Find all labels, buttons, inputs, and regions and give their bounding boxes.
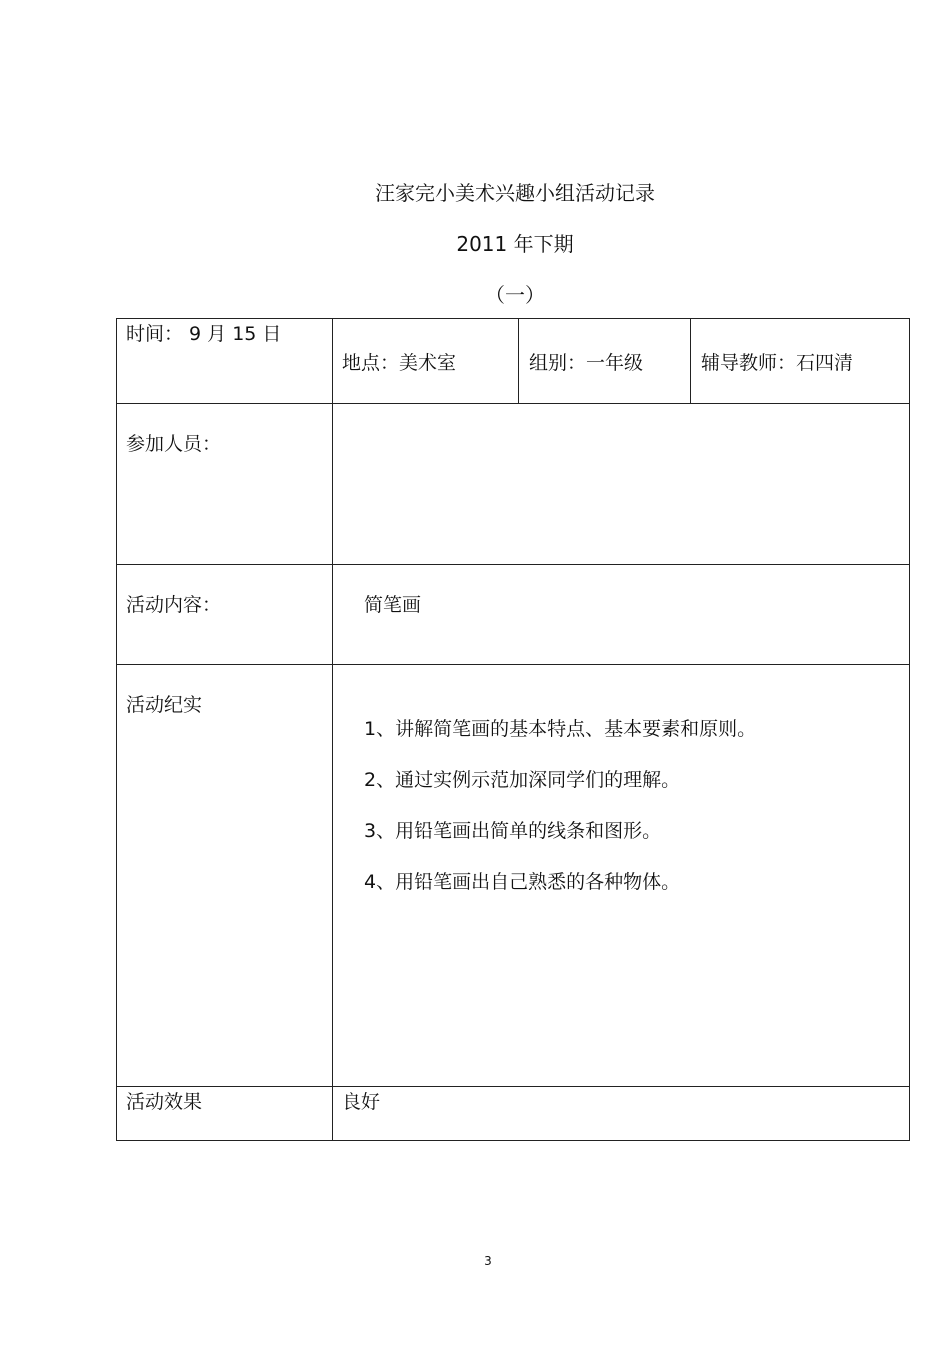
participants-label-cell (117, 404, 333, 565)
record-item: 4、用铅笔画出自己熟悉的各种物体。 (364, 871, 681, 893)
time-cell (117, 319, 333, 404)
record-row (117, 665, 910, 1087)
document-period: 2011 年下期 (456, 232, 574, 256)
effect-label-cell (117, 1087, 333, 1141)
effect-value-cell (333, 1087, 910, 1141)
document-title: 汪家完小美术兴趣小组活动记录 (375, 181, 655, 205)
content-value: 简笔画 (364, 594, 422, 616)
participants-label: 参加人员： (126, 433, 222, 455)
document-index: （一） (485, 283, 545, 307)
teacher-cell (691, 319, 909, 403)
record-value-cell (333, 665, 910, 1087)
activity-record-table (116, 318, 910, 1141)
effect-label: 活动效果 (126, 1091, 203, 1113)
content-label-cell (117, 565, 333, 665)
header-row (117, 319, 910, 404)
page-number: 3 (484, 1254, 492, 1268)
group-cell (519, 319, 691, 403)
record-list (333, 665, 909, 921)
record-label-cell (117, 665, 333, 1087)
content-value-cell (333, 565, 910, 665)
record-label: 活动纪实 (126, 694, 203, 716)
effect-row (117, 1087, 910, 1141)
participants-row (117, 404, 910, 565)
record-item: 2、通过实例示范加深同学们的理解。 (364, 769, 681, 791)
info-split-cell (333, 319, 910, 404)
participants-value-cell (333, 404, 910, 565)
content-label: 活动内容： (126, 594, 222, 616)
record-item: 3、用铅笔画出简单的线条和图形。 (364, 820, 662, 842)
teacher-text: 辅导教师：石四清 (701, 351, 854, 374)
place-text: 地点：美术室 (342, 351, 457, 374)
participants-value (333, 404, 909, 429)
info-split (333, 319, 909, 403)
effect-value: 良好 (342, 1091, 381, 1113)
place-cell (333, 319, 519, 403)
group-text: 组别：一年级 (529, 351, 644, 374)
record-item: 1、讲解简笔画的基本特点、基本要素和原则。 (364, 718, 757, 740)
content-row (117, 565, 910, 665)
time-text: 时间： 9 月 15 日 (126, 323, 282, 345)
